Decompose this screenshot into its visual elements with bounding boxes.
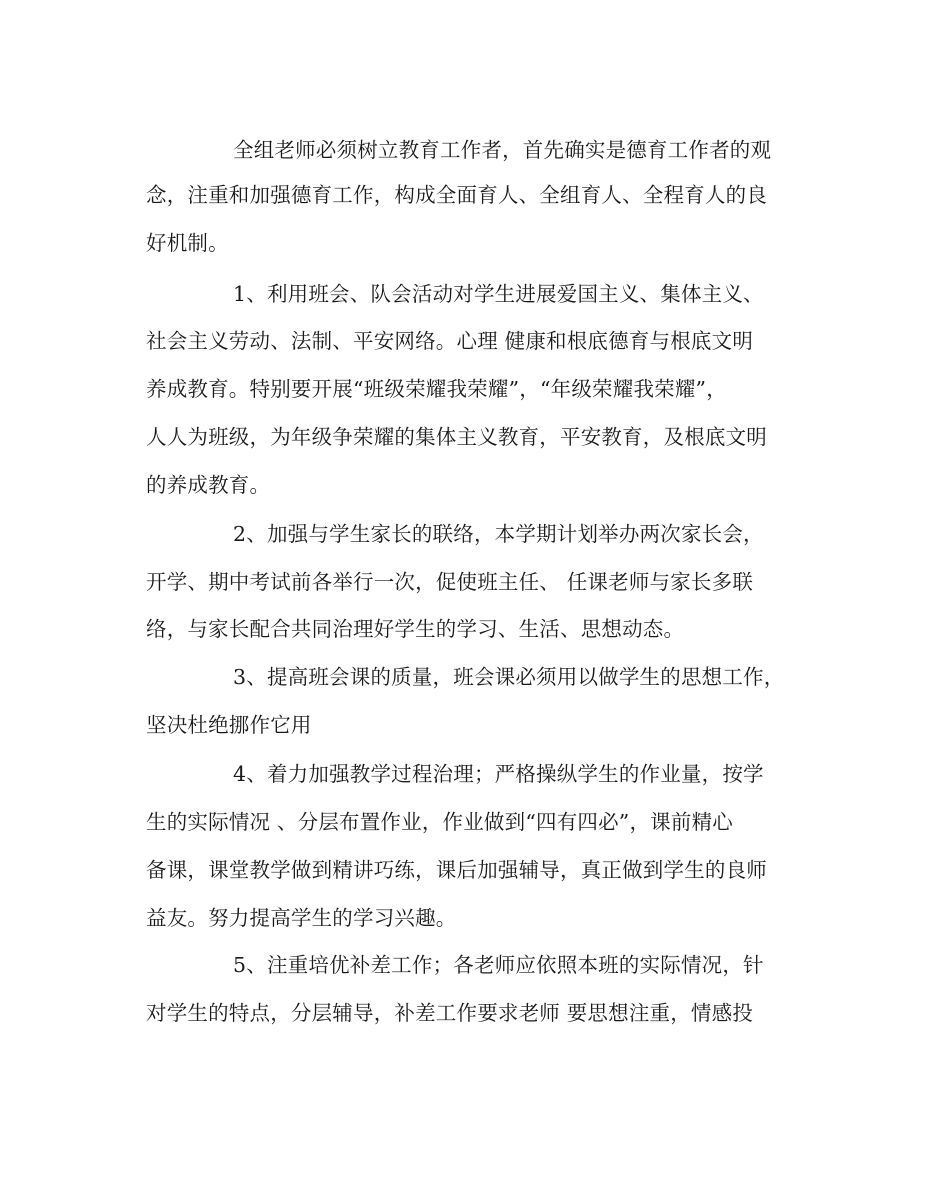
- text-line: 坚决杜绝挪作它用: [146, 713, 312, 737]
- text-line: 的养成教育。: [146, 473, 271, 497]
- text-line: 络，与家长配合共同治理好学生的学习、生活、思想动态。: [146, 617, 685, 641]
- text-line: 1、利用班会、队会活动对学生进展爱国主义、集体主义、: [233, 282, 764, 306]
- text-line: 社会主义劳动、法制、平安网络。心理 健康和根底德育与根底文明: [146, 329, 754, 353]
- text-line: 人人为班级，为年级争荣耀的集体主义教育，平安教育，及根底文明: [146, 425, 767, 449]
- text-line: 5、注重培优补差工作；各老师应依照本班的实际情况，针: [233, 953, 764, 977]
- text-line: 养成教育。特别要开展“班级荣耀我荣耀”，“年级荣耀我荣耀”，: [146, 377, 727, 401]
- text-line: 好机制。: [146, 231, 229, 255]
- text-line: 对学生的特点，分层辅导，补差工作要求老师 要思想注重，情感投: [146, 1001, 754, 1025]
- text-line: 开学、期中考试前各举行一次，促使班主任、 任课老师与家长多联: [146, 570, 754, 594]
- text-line: 备课，课堂教学做到精讲巧练，课后加强辅导，真正做到学生的良师: [146, 858, 767, 882]
- text-line: 念，注重和加强德育工作，构成全面育人、全组育人、全程育人的良: [146, 183, 767, 207]
- text-line: 4、着力加强教学过程治理；严格操纵学生的作业量，按学: [233, 762, 764, 786]
- text-line: 益友。努力提高学生的学习兴趣。: [146, 906, 457, 930]
- text-line: 3、提高班会课的质量，班会课必须用以做学生的思想工作，: [233, 665, 785, 689]
- text-line: 全组老师必须树立教育工作者，首先确实是德育工作者的观: [233, 138, 772, 162]
- text-line: 生的实际情况 、分层布置作业，作业做到“四有四必”，课前精心: [146, 810, 733, 834]
- text-line: 2、加强与学生家长的联络，本学期计划举办两次家长会，: [233, 522, 764, 546]
